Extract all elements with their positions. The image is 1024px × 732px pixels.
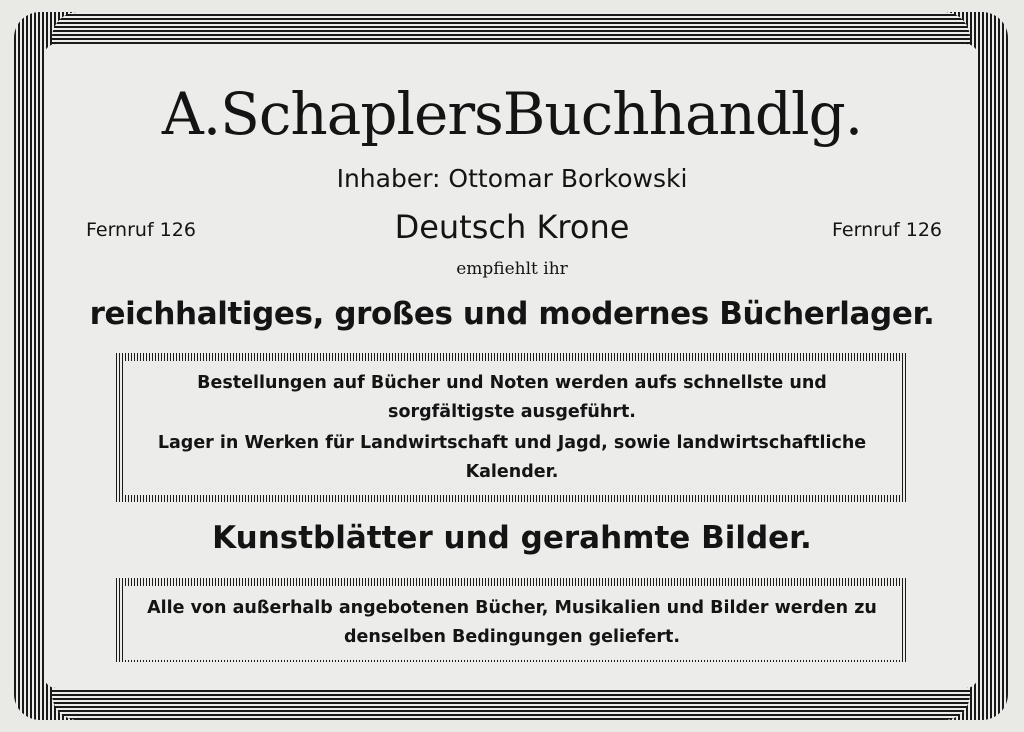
phone-right: Fernruf 126 (832, 219, 942, 241)
conditions-box (116, 578, 908, 662)
orders-box (116, 353, 908, 502)
owner-line: Inhaber: Ottomar Borkowski (336, 164, 688, 193)
recommends-text: empfiehlt ihr (456, 259, 568, 279)
conditions-box-text (124, 586, 900, 660)
agriculture-paragraph: Lager in Werken für Landwirtschaft und Jagd, sowie landwirtschaftliche Kalender. (157, 433, 867, 482)
city-name: Deutsch Krone (394, 208, 630, 246)
orders-box-text (124, 361, 900, 495)
frame-top-bar (52, 12, 970, 44)
frame-bottom-bar (52, 688, 970, 720)
shop-title: A.SchaplersBuchhandlg. (161, 80, 863, 148)
ad-content (44, 44, 980, 688)
art-heading: Kunstblätter und gerahmte Bilder. (212, 520, 812, 556)
phone-left: Fernruf 126 (86, 219, 196, 241)
headline-bookstore: reichhaltiges, großes und modernes Bücherlager. (89, 296, 935, 332)
orders-paragraph: Bestellungen auf Bücher und Noten werden aufs schnellste und sorgfältigste ausgeführt. (197, 373, 827, 422)
conditions-paragraph: Alle von außerhalb angebotenen Bücher, Musikalien und Bilder werden zu denselben Bedingungen geliefert. (147, 598, 877, 647)
